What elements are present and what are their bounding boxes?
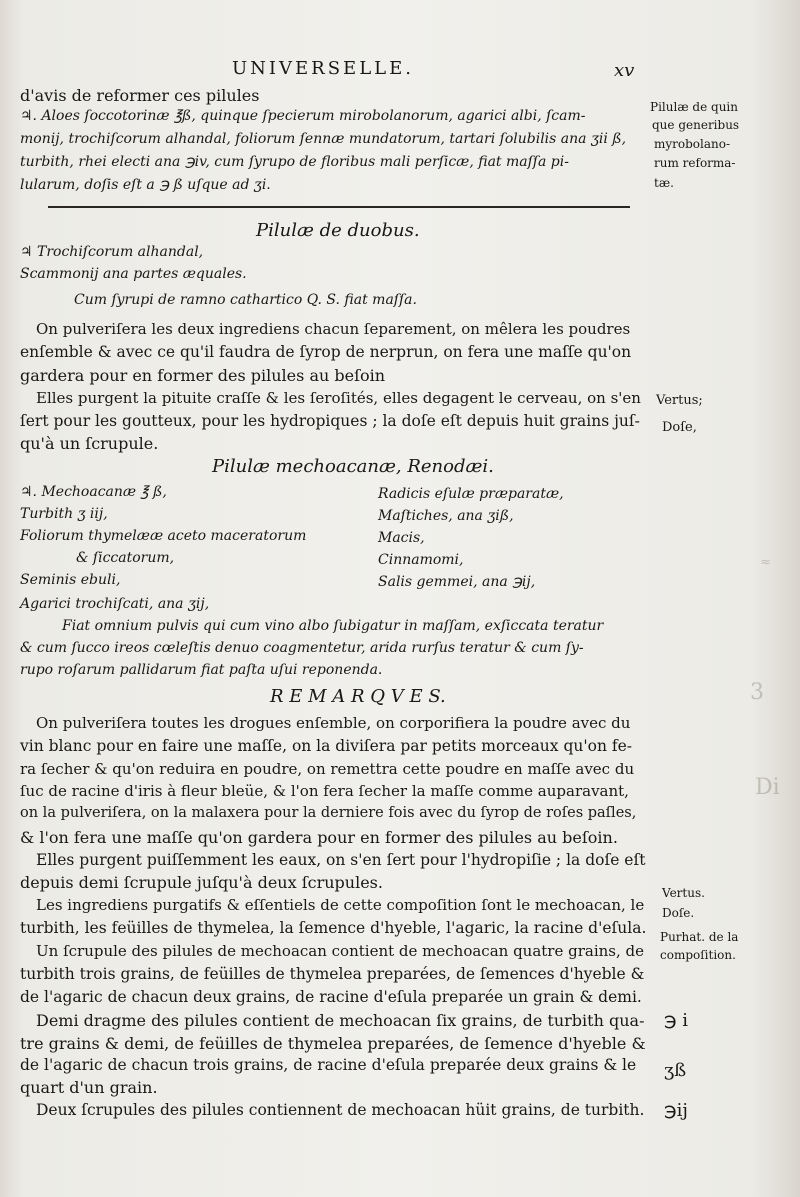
margin-note-reform: myrobolano-: [654, 137, 731, 151]
ingredient-left: Agarici trochiſcati, ana ʒij,: [20, 596, 210, 612]
paragraph-line: ſert pour les goutteux, pour les hydropiques ; la doſe eſt depuis huit grains juſ-: [20, 412, 640, 430]
margin-note-vertus: Vertus.: [662, 886, 705, 900]
ingredient-right: Cinnamomi,: [378, 552, 464, 568]
paragraph-line: de l'agaric de chacun deux grains, de racine d'eſula preparée un grain & demi.: [20, 988, 642, 1006]
paragraph-line: Un ſcrupule des pilules de mechoacan contient de mechoacan quatre grains, de: [36, 942, 644, 960]
margin-symbol: ℈ i: [664, 1010, 689, 1031]
paragraph-line: Elles purgent puiſſemment les eaux, on s'en ſert pour l'hydropiſie ; la doſe eſt: [36, 851, 646, 869]
paragraph-line: enſemble & avec ce qu'il faudra de ſyrop de nerprun, on fera une maſſe qu'on: [20, 343, 632, 361]
ingredient-right: Maſtiches, ana ʒiß,: [378, 508, 514, 524]
recipe-line: turbith, rhei electi ana ℈iv, cum ſyrupo de floribus mali perſicæ, fiat maſſa pi-: [20, 154, 569, 170]
paragraph-line: turbith trois grains, de feüilles de thymelea preparées, de ſemences d'hyeble &: [20, 965, 645, 983]
ingredient-left: Foliorum thymelææ aceto maceratorum: [20, 528, 307, 544]
instruction-line: Cum ſyrupi de ramno cathartico Q. S. fiat maſſa.: [74, 292, 417, 308]
instruction-line: rupo roſarum pallidarum fiat paſta uſui reponenda.: [20, 662, 383, 678]
ingredient-line: Scammonij ana partes æquales.: [20, 266, 247, 282]
paragraph-line: On pulveriſera toutes les drogues enſemble, on corporifiera la poudre avec du: [36, 714, 631, 732]
page-number: xv: [614, 60, 635, 81]
ingredient-left: ♃. Mechoacanæ ℥ ß,: [20, 484, 167, 500]
paragraph-line: & l'on fera une maſſe qu'on gardera pour en former des pilules au beſoin.: [20, 828, 618, 847]
section-title-duobus: Pilulæ de duobus.: [256, 220, 420, 241]
paragraph-line: quart d'un grain.: [20, 1078, 158, 1097]
bleed-through-mark: Di: [755, 775, 780, 800]
instruction-line: & cum ſucco ireos cœleſtis denuo coagmentetur, arida rurſus teratur & cum ſy-: [20, 640, 584, 656]
paragraph-line: Les ingrediens purgatifs & eſſentiels de cette compoſition ſont le mechoacan, le: [36, 896, 645, 914]
bleed-through-mark: ≈: [760, 555, 771, 570]
paragraph-line: de l'agaric de chacun trois grains, de racine d'eſula preparée deux grains & le: [20, 1056, 637, 1074]
remarques-title: R E M A R Q V E S.: [270, 686, 446, 707]
margin-note-purhat: Purhat. de la: [660, 930, 739, 944]
section-title-mechoacan: Pilulæ mechoacanæ, Renodæi.: [212, 456, 494, 477]
ingredient-right: Radicis eſulæ præparatæ,: [378, 486, 564, 502]
margin-note-reform: tæ.: [654, 176, 674, 190]
paragraph-line: tre grains & demi, de feüilles de thymelea preparées, de ſemence d'hyeble &: [20, 1034, 646, 1053]
margin-note-reform: Pilulæ de quin: [650, 100, 738, 114]
margin-note-vertus: Vertus;: [656, 393, 703, 408]
paragraph-line: ra ſecher & qu'on reduira en poudre, on remettra cette poudre en maſſe avec du: [20, 760, 635, 778]
ingredient-left: Seminis ebuli,: [20, 572, 121, 588]
paragraph-line: depuis demi ſcrupule juſqu'à deux ſcrupules.: [20, 873, 383, 892]
paragraph-line: Elles purgent la pituite craſſe & les ſeroſités, elles degagent le cerveau, on s'en: [36, 389, 641, 407]
margin-symbol: ℈ij: [664, 1100, 688, 1121]
recipe-line: monij, trochiſcorum alhandal, foliorum ſennæ mundatorum, tartari ſolubilis ana ʒii ß,: [20, 131, 627, 147]
paragraph-line: qu'à un ſcrupule.: [20, 434, 159, 453]
margin-note-reform: rum reforma-: [654, 156, 736, 170]
paragraph-line: Deux ſcrupules des pilules contiennent de mechoacan hüit grains, de turbith.: [36, 1101, 645, 1119]
paragraph-line: On pulveriſera les deux ingrediens chacun ſeparement, on mêlera les poudres: [36, 320, 631, 338]
margin-note-purhat: compoſition.: [660, 948, 736, 962]
ingredient-right: Salis gemmei, ana ℈ij,: [378, 574, 536, 590]
paragraph-line: vin blanc pour en faire une maſſe, on la diviſera par petits morceaux qu'on fe-: [20, 737, 633, 755]
ingredient-right: Macis,: [378, 530, 425, 546]
section-divider: [48, 206, 630, 208]
paragraph-line: ſuc de racine d'iris à fleur bleüe, & l'on fera ſecher la maſſe comme auparavant,: [20, 782, 629, 800]
paragraph-line: turbith, les feüilles de thymelea, la ſemence d'hyeble, l'agaric, la racine d'eſula.: [20, 919, 647, 937]
margin-symbol: ʒß: [664, 1060, 687, 1081]
ingredient-left: & ſiccatorum,: [76, 550, 175, 566]
running-title: UNIVERSELLE.: [232, 58, 414, 79]
paragraph-line: Demi dragme des pilules contient de mechoacan ſix grains, de turbith qua-: [36, 1011, 645, 1030]
margin-note-dose: Doſe.: [662, 906, 695, 920]
margin-note-dose: Doſe,: [662, 420, 697, 435]
recipe-line: lularum, doſis eſt a ℈ ß uſque ad ʒi.: [20, 177, 271, 193]
margin-note-reform: que generibus: [652, 118, 740, 132]
instruction-line: Fiat omnium pulvis qui cum vino albo ſubigatur in maſſam, exſiccata teratur: [62, 618, 604, 634]
paragraph-line: on la pulveriſera, on la malaxera pour la derniere fois avec du ſyrop de roſes paſles,: [20, 805, 637, 821]
ingredient-line: ♃ Trochiſcorum alhandal,: [20, 244, 204, 260]
bleed-through-mark: 3: [750, 680, 764, 705]
recipe-line: ♃. Aloes ſoccotorinæ ℥ß, quinque ſpecierum mirobolanorum, agarici albi, ſcam-: [20, 108, 586, 124]
ingredient-left: Turbith ʒ iij,: [20, 506, 108, 522]
paragraph-line: gardera pour en former des pilules au beſoin: [20, 366, 386, 385]
intro-line: d'avis de reformer ces pilules: [20, 86, 260, 105]
